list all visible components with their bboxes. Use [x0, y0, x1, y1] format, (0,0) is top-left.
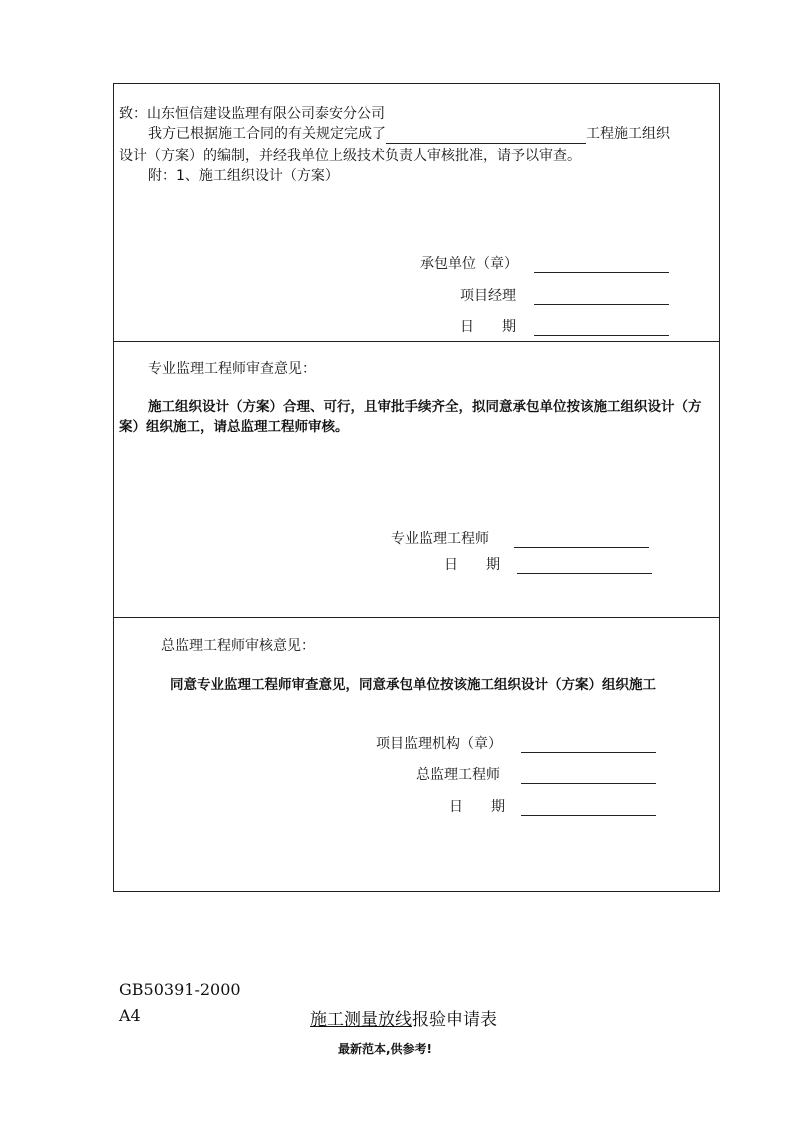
form-title-underlined: 施工测量放线 — [310, 1010, 412, 1030]
engineer-label: 专业监理工程师 — [391, 531, 489, 547]
application-line-1 — [148, 124, 670, 144]
org-label: 项目监理机构（章） — [376, 736, 502, 752]
engineer-opinion-line-2: 案）组织施工，请总监理工程师审核。 — [119, 419, 349, 435]
chief-opinion: 同意专业监理工程师审查意见，同意承包单位按该施工组织设计（方案）组织施工 — [170, 677, 656, 693]
engineer-date-line[interactable] — [517, 573, 652, 574]
engineer-signature-line[interactable] — [514, 547, 649, 548]
form-title — [290, 1005, 497, 1030]
engineer-opinion-line-1: 施工组织设计（方案）合理、可行，且审批手续齐全，拟同意承包单位按该施工组织设计（方 — [148, 399, 702, 415]
application-line-2: 设计（方案）的编制，并经我单位上级技术负责人审核批准，请予以审查。 — [119, 148, 581, 164]
org-signature-line[interactable] — [521, 752, 656, 753]
application-form — [113, 83, 720, 892]
manager-label: 项目经理 — [460, 288, 516, 304]
chief-label: 总监理工程师 — [416, 767, 500, 783]
engineer-date-label: 日 期 — [444, 557, 500, 573]
chief-date-label: 日 期 — [449, 799, 505, 815]
form-title-rest: 报验申请表 — [412, 1010, 497, 1030]
section-application — [114, 84, 719, 342]
chief-signature-line[interactable] — [521, 783, 656, 784]
addressee: 致：山东恒信建设监理有限公司泰安分公司 — [119, 106, 385, 122]
attachment-line: 附：1、施工组织设计（方案） — [148, 168, 339, 184]
contractor-label: 承包单位（章） — [420, 256, 518, 272]
standard-code: GB50391-2000 — [119, 980, 241, 999]
paper-size: A4 — [119, 1006, 141, 1025]
line1-prefix: 我方已根据施工合同的有关规定完成了 — [148, 126, 386, 142]
section-chief-review — [114, 618, 719, 893]
manager-signature-line[interactable] — [534, 304, 669, 305]
reference-note: 最新范本,供参考! — [338, 1042, 433, 1056]
chief-review-heading: 总监理工程师审核意见： — [161, 638, 315, 654]
section-engineer-review — [114, 342, 719, 618]
engineer-review-heading: 专业监理工程师审查意见： — [148, 361, 316, 377]
line1-suffix: 工程施工组织 — [586, 126, 670, 142]
date-label: 日 期 — [460, 319, 516, 335]
date-line[interactable] — [534, 335, 669, 336]
contractor-signature-line[interactable] — [534, 272, 669, 273]
project-name-blank[interactable] — [386, 127, 586, 144]
chief-date-line[interactable] — [521, 815, 656, 816]
